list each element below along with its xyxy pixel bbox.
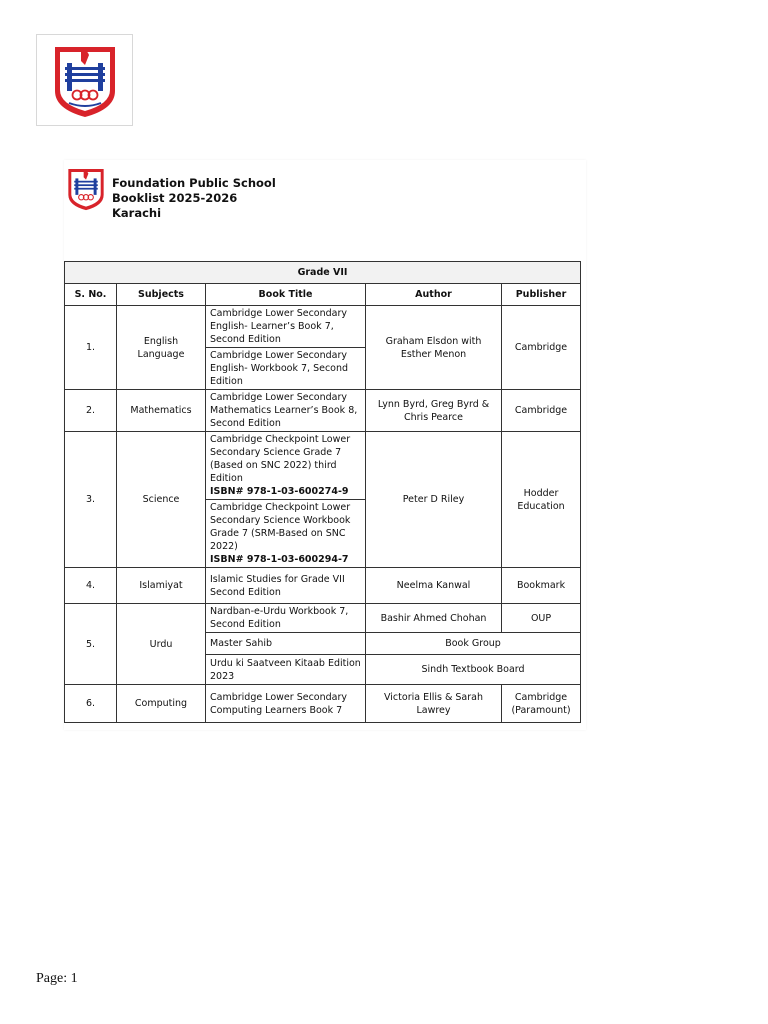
publisher-cell: Bookmark (502, 568, 581, 604)
serial-number: 5. (65, 604, 117, 685)
table-row (65, 306, 581, 348)
school-crest-small-icon (66, 166, 106, 212)
serial-number: 3. (65, 432, 117, 568)
isbn-text: ISBN# 978-1-03-600274-9 (210, 486, 349, 497)
column-header: S. No. (65, 284, 117, 306)
serial-number: 4. (65, 568, 117, 604)
serial-number: 1. (65, 306, 117, 390)
book-title-cell (206, 500, 366, 568)
subject-cell: Mathematics (117, 390, 206, 432)
table-row (65, 685, 581, 723)
table-row (65, 568, 581, 604)
column-header: Book Title (206, 284, 366, 306)
table-row (65, 390, 581, 432)
author-cell: Bashir Ahmed Chohan (366, 604, 502, 633)
column-header: Publisher (502, 284, 581, 306)
book-title-cell: Cambridge Lower Secondary English- Learner’s Book 7, Second Edition (206, 306, 366, 348)
subject-cell: Computing (117, 685, 206, 723)
book-title-cell (206, 432, 366, 500)
book-title-cell: Cambridge Lower Secondary Computing Learners Book 7 (206, 685, 366, 723)
page-number: Page: 1 (36, 971, 78, 986)
school-name: Foundation Public School (112, 176, 276, 190)
book-title-cell: Islamic Studies for Grade VII Second Edition (206, 568, 366, 604)
school-city: Karachi (112, 206, 162, 220)
book-title-cell: Master Sahib (206, 633, 366, 655)
subject-cell: Science (117, 432, 206, 568)
publisher-cell: Book Group (366, 633, 581, 655)
book-title-text: Cambridge Checkpoint Lower Secondary Science Workbook Grade 7 (SRM-Based on SNC 2022) (210, 502, 351, 552)
book-title-cell: Urdu ki Saatveen Kitaab Edition 2023 (206, 655, 366, 685)
publisher-cell: Sindh Textbook Board (366, 655, 581, 685)
column-header-row (65, 284, 581, 306)
school-heading (112, 176, 276, 221)
subject-cell: Islamiyat (117, 568, 206, 604)
column-header: Author (366, 284, 502, 306)
author-cell: Lynn Byrd, Greg Byrd & Chris Pearce (366, 390, 502, 432)
publisher-cell: Hodder Education (502, 432, 581, 568)
table-row (65, 432, 581, 500)
school-logo-frame (36, 34, 133, 126)
author-cell: Victoria Ellis & Sarah Lawrey (366, 685, 502, 723)
book-title-text: Cambridge Checkpoint Lower Secondary Science Grade 7 (Based on SNC 2022) third Edition (210, 434, 351, 484)
publisher-cell: Cambridge (502, 390, 581, 432)
table-row (65, 604, 581, 633)
booklist-year: Booklist 2025-2026 (112, 191, 238, 205)
subject-cell: Urdu (117, 604, 206, 685)
author-cell: Graham Elsdon with Esther Menon (366, 306, 502, 390)
serial-number: 2. (65, 390, 117, 432)
school-crest-icon (51, 43, 119, 119)
grade-title: Grade VII (65, 262, 581, 284)
publisher-cell: Cambridge (Paramount) (502, 685, 581, 723)
author-cell: Neelma Kanwal (366, 568, 502, 604)
book-title-cell: Cambridge Lower Secondary English- Workbook 7, Second Edition (206, 348, 366, 390)
subject-cell: English Language (117, 306, 206, 390)
book-title-cell: Nardban-e-Urdu Workbook 7, Second Edition (206, 604, 366, 633)
publisher-cell: Cambridge (502, 306, 581, 390)
author-cell: Peter D Riley (366, 432, 502, 568)
booklist-table (64, 261, 581, 723)
serial-number: 6. (65, 685, 117, 723)
isbn-text: ISBN# 978-1-03-600294-7 (210, 554, 349, 565)
publisher-cell: OUP (502, 604, 581, 633)
grade-header-row (65, 262, 581, 284)
book-title-cell: Cambridge Lower Secondary Mathematics Learner’s Book 8, Second Edition (206, 390, 366, 432)
column-header: Subjects (117, 284, 206, 306)
